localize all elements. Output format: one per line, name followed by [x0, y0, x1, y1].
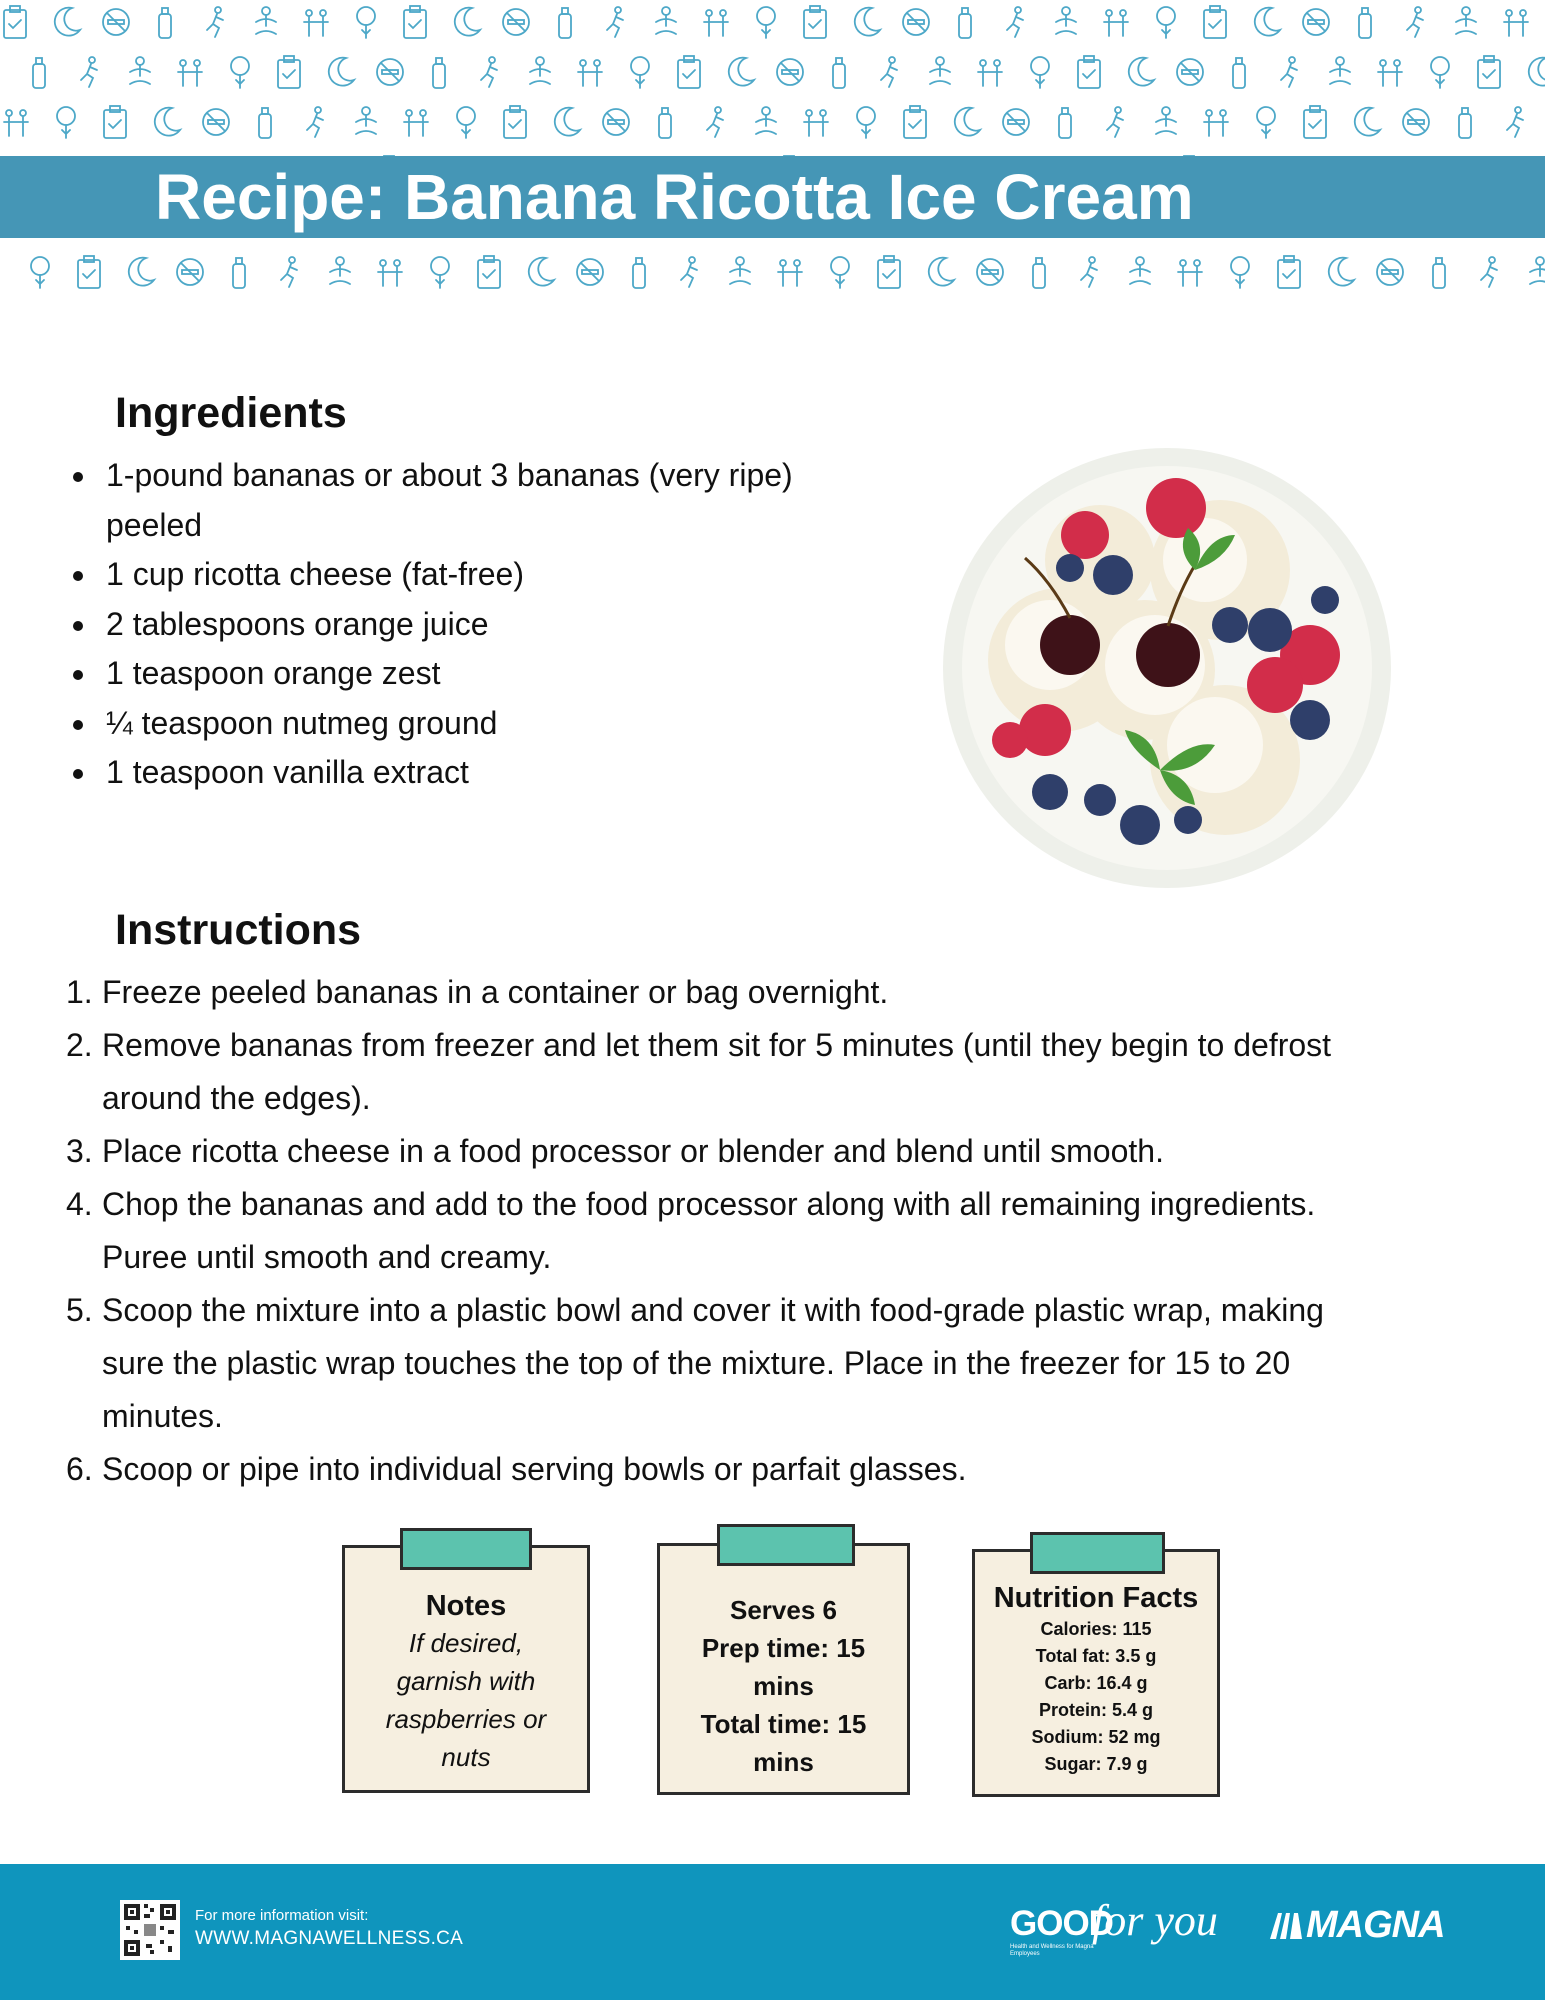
- ingredient-item: ¼ teaspoon nutmeg ground: [68, 699, 888, 749]
- health-icons-pattern: [0, 0, 1545, 292]
- card-tab: [400, 1528, 532, 1570]
- instructions-heading: Instructions: [115, 906, 362, 954]
- magna-wordmark: MAGNA: [1306, 1904, 1445, 1946]
- step-text: sure the plastic wrap touches the top of the mixture. Place in the freezer for 15 to 20: [102, 1345, 1291, 1381]
- ice-cream-bowl-photo: [940, 440, 1395, 890]
- ingredients-list: [68, 451, 888, 798]
- step-text: minutes.: [102, 1398, 223, 1434]
- ingredient-item: 1 teaspoon orange zest: [68, 649, 888, 699]
- step-number: 6.: [66, 1451, 93, 1487]
- page-title: Recipe: Banana Ricotta Ice Cream: [155, 161, 1194, 233]
- instruction-step: [66, 966, 1486, 1019]
- step-number: 4.: [66, 1186, 93, 1222]
- good-for-you-logo-script: for you: [1092, 1896, 1218, 1945]
- title-band: [0, 156, 1545, 238]
- step-number: 5.: [66, 1292, 93, 1328]
- serves-line: Serves 6: [730, 1595, 837, 1625]
- qr-code-icon[interactable]: [120, 1900, 180, 1960]
- serves-card: [657, 1543, 910, 1795]
- step-number: 2.: [66, 1027, 93, 1063]
- instruction-step: [66, 1125, 1486, 1178]
- ingredient-item-continued: peeled: [106, 506, 203, 543]
- good-for-you-tagline: Health and Wellness for Magna Employees: [1010, 1944, 1094, 1957]
- step-text: Chop the bananas and add to the food processor along with all remaining ingredients.: [102, 1186, 1316, 1222]
- notes-line: garnish with: [396, 1666, 536, 1696]
- step-text: Place ricotta cheese in a food processor or blender and blend until smooth.: [102, 1133, 1164, 1169]
- card-tab: [1030, 1532, 1165, 1574]
- nutrition-line: Calories: 115: [1040, 1619, 1152, 1639]
- ingredient-item: 1 teaspoon vanilla extract: [68, 748, 888, 798]
- nutrition-line: Total fat: 3.5 g: [1035, 1646, 1157, 1666]
- notes-title: Notes: [425, 1590, 507, 1622]
- step-text: Remove bananas from freezer and let them sit for 5 minutes (until they begin to defrost: [102, 1027, 1332, 1063]
- card-tab: [717, 1524, 855, 1566]
- notes-line: raspberries or: [385, 1704, 547, 1734]
- total-time-line: Total time: 15: [700, 1709, 867, 1739]
- step-number: 1.: [66, 974, 93, 1010]
- notes-text: [345, 1624, 587, 1776]
- instruction-step: [66, 1284, 1486, 1443]
- nutrition-line: Carb: 16.4 g: [1044, 1673, 1148, 1693]
- step-text: Scoop or pipe into individual serving bowls or parfait glasses.: [102, 1451, 967, 1487]
- nutrition-line: Sugar: 7.9 g: [1044, 1754, 1148, 1774]
- total-time-unit: mins: [753, 1747, 814, 1777]
- notes-card: [342, 1545, 590, 1793]
- magna-logo-icon: [1268, 1909, 1304, 1941]
- ingredient-item: 1 cup ricotta cheese (fat-free): [68, 550, 888, 600]
- step-text: around the edges).: [102, 1080, 371, 1116]
- step-text: Puree until smooth and creamy.: [102, 1239, 552, 1275]
- step-text: Scoop the mixture into a plastic bowl and cover it with food-grade plastic wrap, making: [102, 1292, 1324, 1328]
- instructions-list: [66, 966, 1486, 1496]
- step-text: Freeze peeled bananas in a container or bag overnight.: [102, 974, 889, 1010]
- notes-line: nuts: [441, 1742, 491, 1772]
- ingredient-item: 2 tablespoons orange juice: [68, 600, 888, 650]
- prep-time-line: Prep time: 15: [701, 1633, 866, 1663]
- footer: [0, 1864, 1545, 2000]
- nutrition-line: Sodium: 52 mg: [1031, 1727, 1161, 1747]
- notes-line: If desired,: [408, 1628, 524, 1658]
- nutrition-line: Protein: 5.4 g: [1038, 1700, 1154, 1720]
- footer-info-label: For more information visit:: [195, 1907, 369, 1924]
- instruction-step: [66, 1019, 1486, 1125]
- footer-url-link[interactable]: WWW.MAGNAWELLNESS.CA: [195, 1928, 464, 1949]
- nutrition-card: [972, 1549, 1220, 1797]
- ingredients-heading: Ingredients: [115, 389, 347, 437]
- step-number: 3.: [66, 1133, 93, 1169]
- header-pattern: [0, 0, 1545, 292]
- prep-time-unit: mins: [753, 1671, 814, 1701]
- instruction-step: [66, 1443, 1486, 1496]
- instruction-step: [66, 1178, 1486, 1284]
- nutrition-title: Nutrition Facts: [993, 1582, 1199, 1614]
- good-for-you-logo-good: GOOD: [1010, 1904, 1113, 1943]
- ingredient-item: 1-pound bananas or about 3 bananas (very ripe): [68, 451, 888, 501]
